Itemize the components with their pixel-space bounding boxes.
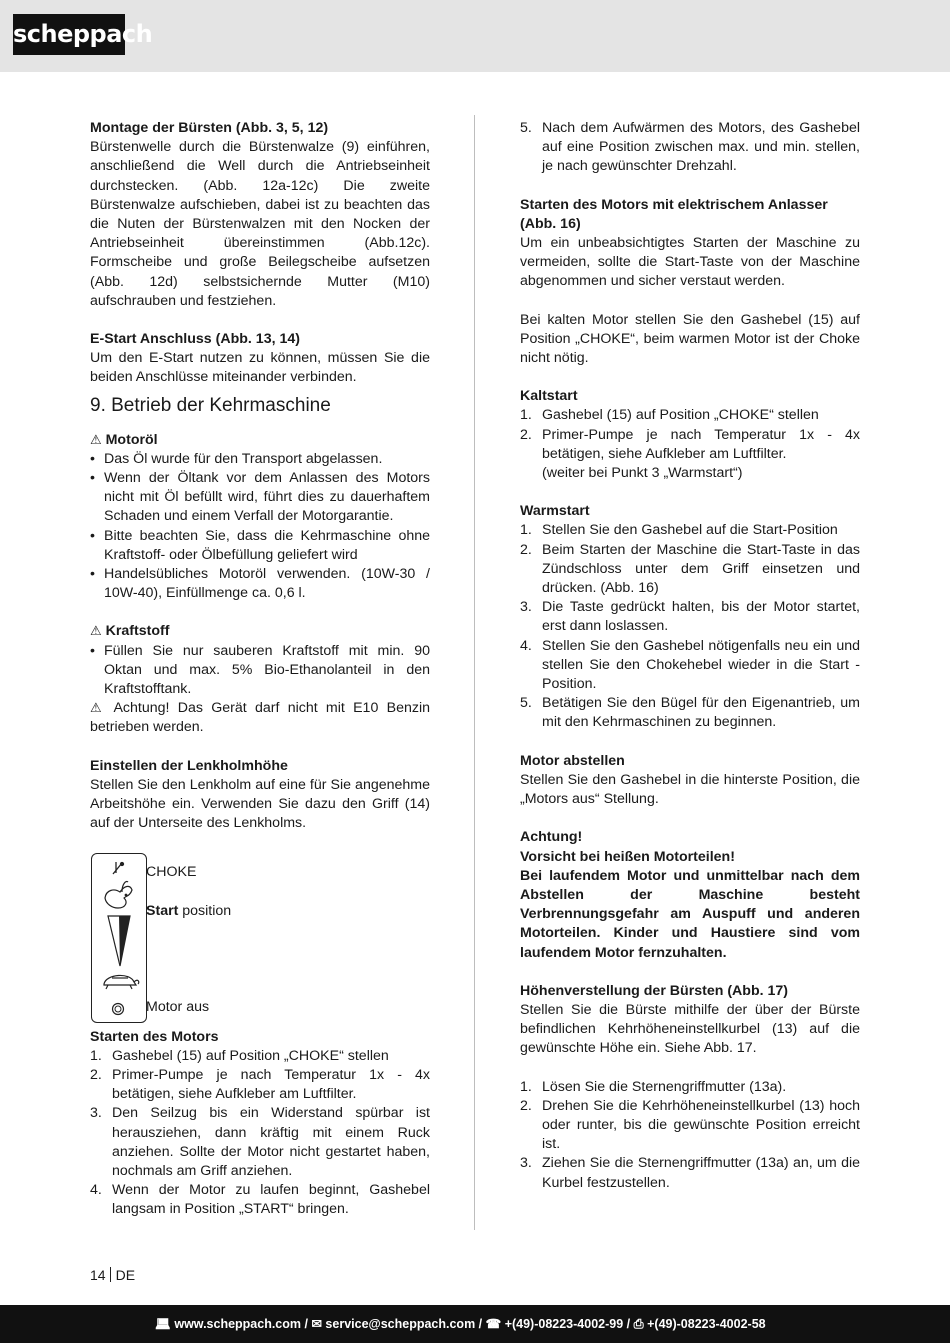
list-item: 3. Den Seilzug bis ein Widerstand spürbar ist herausziehen, dann kräftig mit einem Ruck anziehen. Sollte der Motor nicht gestartet haben, nochmals am Griff anziehen. xyxy=(90,1105,430,1179)
list-item: 2. Primer-Pumpe je nach Temperatur 1x - 4x betätigen, siehe Aufkleber am Luftfilter. xyxy=(90,1066,430,1103)
list-item: • Bitte beachten Sie, dass die Kehrmaschine ohne Kraftstoff- oder Ölbefüllung geliefert wird xyxy=(90,527,430,565)
abstellen-text: Stellen Sie den Gashebel in die hinterste Position, die „Motors aus“ Stellung. xyxy=(520,771,860,808)
page-footer xyxy=(0,1305,950,1343)
start-label-rest: position xyxy=(178,902,232,919)
warning-icon: ⚠ xyxy=(90,701,106,717)
lenkholm-text: Stellen Sie den Lenkholm auf eine für Sie angenehme Arbeitshöhe ein. Verwenden Sie dazu den Griff (14) auf der Unterseite des Lenkholms. xyxy=(90,776,430,832)
throttle-diagram xyxy=(90,853,430,1028)
list-item: 1. Lösen Sie die Sternengriffmutter (13a). xyxy=(520,1078,787,1095)
turtle-icon xyxy=(104,975,139,989)
kaltstart-note: (weiter bei Punkt 3 „Warmstart“) xyxy=(542,465,743,482)
throttle-panel xyxy=(91,853,147,1023)
list-item: 3. Die Taste gedrückt halten, bis der Motor startet, erst dann loslassen. xyxy=(520,599,860,635)
list-item: 4. Stellen Sie den Gashebel nötigenfalls neu ein und stellen Sie den Chokehebel wieder in die Start - Position. xyxy=(520,637,860,693)
abstellen-title: Motor abstellen xyxy=(520,752,625,769)
page-number xyxy=(90,1266,135,1285)
kraftstoff-title-text: Kraftstoff xyxy=(105,623,170,640)
footer-email: service@scheppach.com / xyxy=(325,1317,483,1331)
mail-icon: ✉ xyxy=(311,1317,322,1331)
list-item: 2. Beim Starten der Maschine die Start-Taste in das Zündschloss unter dem Griff einsetzen und drücken. (Abb. 16) xyxy=(520,541,860,597)
motoroel-list xyxy=(90,450,430,604)
hoehe-title: Höhenverstellung der Bürsten (Abb. 17) xyxy=(520,982,789,999)
estart-text: Um den E-Start nutzen zu können, müssen Sie die beiden Anschlüsse miteinander verbinden. xyxy=(90,350,430,386)
section-title: 9. Betrieb der Kehrmaschine xyxy=(90,394,331,416)
elektro-title: Starten des Motors mit elektrischem Anlasser (Abb. 16) xyxy=(520,196,828,232)
montage-text: Bürstenwelle durch die Bürstenwalze (9) einführen, anschließend die Well durch die Antriebseinheit durchstecken. (Abb. 12a-12c) Die zweite Bürstenwalze aufschieben, dabei ist zu beachten das die Nuten der Bürstenwalzen mit den Nocken der Antriebseinheit übereinstimmen (Abb.12c). Formscheibe und große Beilegscheibe aufsetzen (Abb. 12d) selbstsichernde Mutter (M10) aufschrauben und festziehen. xyxy=(90,139,430,309)
footer-fax: +(49)-08223-4002-58 xyxy=(647,1317,766,1331)
list-item: 2. Primer-Pumpe je nach Temperatur 1x - 4x betätigen, siehe Aufkleber am Luftfilter. (weiter bei Punkt 3 „Warmstart“) xyxy=(520,426,860,482)
warmstart-title: Warmstart xyxy=(520,503,590,520)
kaltstart-list xyxy=(520,406,860,483)
computer-icon: 💻︎ xyxy=(155,1317,171,1331)
list-item: 1. Gashebel (15) auf Position „CHOKE“ stellen xyxy=(520,407,819,424)
warning-icon: ⚠ xyxy=(90,624,102,640)
page-number-separator xyxy=(110,1267,111,1282)
motoroel-title-text: Motoröl xyxy=(105,431,158,448)
kraftstoff-warning-text: Achtung! Das Gerät darf nicht mit E10 Benzin betrieben werden. xyxy=(90,700,430,736)
stop-icon xyxy=(113,1003,124,1014)
phone-icon: ☎ xyxy=(485,1317,502,1331)
list-item: 3. Ziehen Sie die Sternengriffmutter (13a) an, um die Kurbel festzustellen. xyxy=(520,1155,860,1191)
warmstart-list xyxy=(520,521,860,732)
brand-logo: scheppach xyxy=(13,14,125,55)
page-number-value: 14 xyxy=(90,1267,106,1283)
list-item: 5. Betätigen Sie den Bügel für den Eigenantrieb, um mit den Kehrmaschinen zu beginnen. xyxy=(520,695,860,731)
hoehe-text: Stellen Sie die Bürste mithilfe der über der Bürste befindlichen Kehrhöheneinstellkurbel (13) auf die gewünschte Höhe ein. Siehe Abb. 17. xyxy=(520,1001,860,1057)
footer-web: www.scheppach.com / xyxy=(174,1317,308,1331)
choke-label: CHOKE xyxy=(146,863,197,880)
motor-aus-label: Motor aus xyxy=(146,998,210,1015)
choke-icon xyxy=(113,862,124,874)
kraftstoff-list xyxy=(90,642,430,700)
achtung-subtitle: Vorsicht bei heißen Motorteilen! xyxy=(520,848,735,865)
list-item: • Füllen Sie nur sauberen Kraftstoff mit min. 90 Oktan und max. 5% Bio-Ethanolanteil in den Kraftstofftank. xyxy=(90,642,430,700)
list-item: • Handelsübliches Motoröl verwenden. (10W-30 / 10W-40), Einfüllmenge ca. 0,6 l. xyxy=(90,565,430,603)
kalt-info: Bei kalten Motor stellen Sie den Gashebel (15) auf Position „CHOKE“, beim warmen Motor ist der Choke nicht nötig. xyxy=(520,311,860,367)
right-column xyxy=(520,119,860,1193)
list-item: 2. Drehen Sie die Kehrhöheneinstellkurbel (13) hoch oder runter, bis die gewünschte Position erreicht ist. xyxy=(520,1097,860,1153)
starten-title: Starten des Motors xyxy=(90,1028,219,1045)
throttle-symbols xyxy=(92,854,146,1022)
rabbit-icon xyxy=(105,881,132,908)
starten-list-continued xyxy=(520,119,860,177)
elektro-text: Um ein unbeabsichtigtes Starten der Maschine zu vermeiden, sollte die Start-Taste von der Maschine abgenommen und sicher verstaut werden. xyxy=(520,235,860,290)
start-label-bold: Start xyxy=(146,902,179,919)
page-language: DE xyxy=(115,1267,136,1283)
starten-list xyxy=(90,1047,430,1220)
list-item: 1. Stellen Sie den Gashebel auf die Start-Position xyxy=(520,522,838,539)
lenkholm-title: Einstellen der Lenkholmhöhe xyxy=(90,757,288,774)
footer-phone: +(49)-08223-4002-99 / xyxy=(504,1317,631,1331)
achtung-text: Bei laufendem Motor und unmittelbar nach dem Abstellen der Maschine besteht Verbrennungsgefahr am Auspuff und anderen Motorteilen. Kinder und Haustiere sind vom laufendem Motor fernzuhalten. xyxy=(520,867,860,961)
kaltstart-title: Kaltstart xyxy=(520,388,578,405)
list-item: 5. Nach dem Aufwärmen des Motors, des Gashebel auf eine Position zwischen max. und min. stellen, je nach gewünschter Drehzahl. xyxy=(520,120,860,175)
page-header xyxy=(0,0,950,72)
column-divider xyxy=(474,115,475,1230)
list-item: • Das Öl wurde für den Transport abgelassen. xyxy=(90,450,430,469)
kraftstoff-warning xyxy=(90,699,430,737)
list-item: 1. Gashebel (15) auf Position „CHOKE“ stellen xyxy=(90,1047,389,1064)
start-label xyxy=(146,902,231,921)
hoehe-list xyxy=(520,1078,860,1193)
warning-icon: ⚠ xyxy=(90,432,102,448)
list-item: • Wenn der Öltank vor dem Anlassen des Motors nicht mit Öl befüllt wird, führt dies zu dauerhaftem Schaden und einem Verfall der Motorgarantie. xyxy=(90,469,430,527)
list-item: 4. Wenn der Motor zu laufen beginnt, Gashebel langsam in Position „START“ bringen. xyxy=(90,1182,430,1218)
achtung-title: Achtung! xyxy=(520,829,583,846)
left-column xyxy=(90,119,430,1220)
estart-title: E-Start Anschluss (Abb. 13, 14) xyxy=(90,331,300,348)
speed-wedge-icon xyxy=(108,916,130,966)
kraftstoff-title xyxy=(90,622,430,641)
fax-icon: ⎙ xyxy=(633,1317,644,1331)
motoroel-title xyxy=(90,431,430,450)
montage-title: Montage der Bürsten (Abb. 3, 5, 12) xyxy=(90,120,329,136)
